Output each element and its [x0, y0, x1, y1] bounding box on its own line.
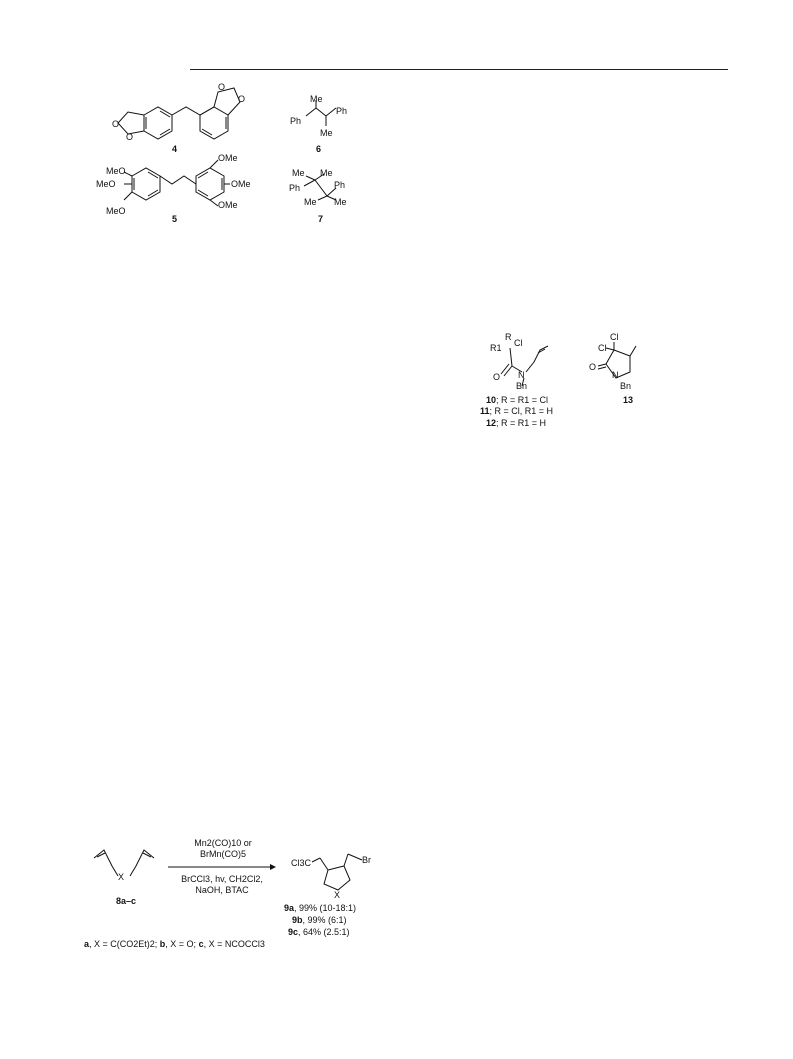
oxygen-label: O	[218, 82, 226, 92]
methoxy-label: OMe	[231, 179, 251, 189]
phenyl-label: Ph	[289, 183, 301, 193]
heteroatom-x-label: X	[334, 890, 341, 900]
yield-text-9c: , 64% (2.5:1)	[298, 927, 350, 937]
methoxy-label: OMe	[218, 200, 238, 210]
benzyl-label: Bn	[620, 381, 632, 391]
oxygen-label: O	[589, 362, 597, 372]
compound-number-4: 4	[172, 144, 178, 154]
compound-number-11: 11	[480, 406, 490, 416]
oxygen-label: O	[493, 372, 501, 382]
benzyl-label: Bn	[516, 381, 528, 391]
phenyl-label: Ph	[290, 116, 302, 126]
footnote-text-c: , X = NCOCCl3	[203, 939, 265, 949]
yield-9b	[292, 915, 347, 925]
footnote-key-b: b	[159, 939, 166, 949]
methoxy-label: MeO	[106, 166, 126, 176]
compound-number-8: 8a–c	[116, 896, 137, 906]
reagent-line: BrMn(CO)5	[199, 849, 246, 859]
compound-number-12: 12	[486, 418, 497, 428]
heteroatom-x-label: X	[118, 872, 125, 882]
compound-number-5: 5	[172, 214, 178, 224]
methyl-label: Me	[292, 168, 305, 178]
reagent-line: Mn2(CO)10 or	[194, 838, 252, 848]
scheme-footnote	[84, 939, 265, 949]
methyl-label: Me	[310, 94, 323, 104]
methyl-label: Me	[320, 128, 333, 138]
chloro-label: Cl	[598, 343, 607, 353]
footnote-text-b: , X = O;	[165, 939, 199, 949]
methyl-label: Me	[304, 197, 317, 207]
footnote-key-a: a	[84, 939, 90, 949]
yield-text-9a: , 99% (10-18:1)	[294, 903, 357, 913]
r1-text: R1	[490, 343, 502, 353]
oxygen-label: O	[126, 132, 134, 142]
methyl-label: Me	[334, 197, 347, 207]
compound-desc-12: ; R = R1 = H	[496, 418, 547, 428]
bromo-label: Br	[362, 855, 371, 865]
compound-number-10: 10	[486, 395, 497, 405]
compound-number-9c: 9c	[288, 927, 299, 937]
phenyl-label: Ph	[336, 106, 348, 116]
phenyl-label: Ph	[334, 180, 346, 190]
nitrogen-label: N	[518, 370, 525, 380]
footnote-text-a: , X = C(CO2Et)2;	[89, 939, 160, 949]
oxygen-label: O	[112, 119, 120, 129]
trichloromethyl-label: Cl3C	[291, 858, 312, 868]
compound-desc-10: ; R = R1 = Cl	[496, 395, 549, 405]
compound-number-6: 6	[316, 144, 322, 154]
compound-number-7: 7	[318, 214, 324, 224]
yield-text-9b: , 99% (6:1)	[302, 915, 347, 925]
methoxy-label: MeO	[96, 179, 116, 189]
oxygen-label: O	[238, 94, 246, 104]
compound-number-9a: 9a	[284, 903, 295, 913]
compound-number-13: 13	[623, 395, 634, 405]
r-group-label: R	[505, 332, 512, 342]
footnote-key-c: c	[198, 939, 204, 949]
nitrogen-label: N	[612, 370, 619, 380]
reagent-line: BrCCl3, hv, CH2Cl2,	[181, 874, 263, 884]
reagent-line: NaOH, BTAC	[195, 885, 249, 895]
chloro-label: Cl	[610, 332, 619, 342]
chloro-label: Cl	[514, 338, 523, 348]
methoxy-label: MeO	[106, 206, 126, 216]
compound-number-9b: 9b	[292, 915, 303, 925]
yield-9a	[284, 903, 356, 913]
methyl-label: Me	[320, 168, 333, 178]
yield-9c	[288, 927, 350, 937]
methoxy-label: OMe	[218, 153, 238, 163]
compound-desc-11: ; R = Cl, R1 = H	[489, 406, 554, 416]
